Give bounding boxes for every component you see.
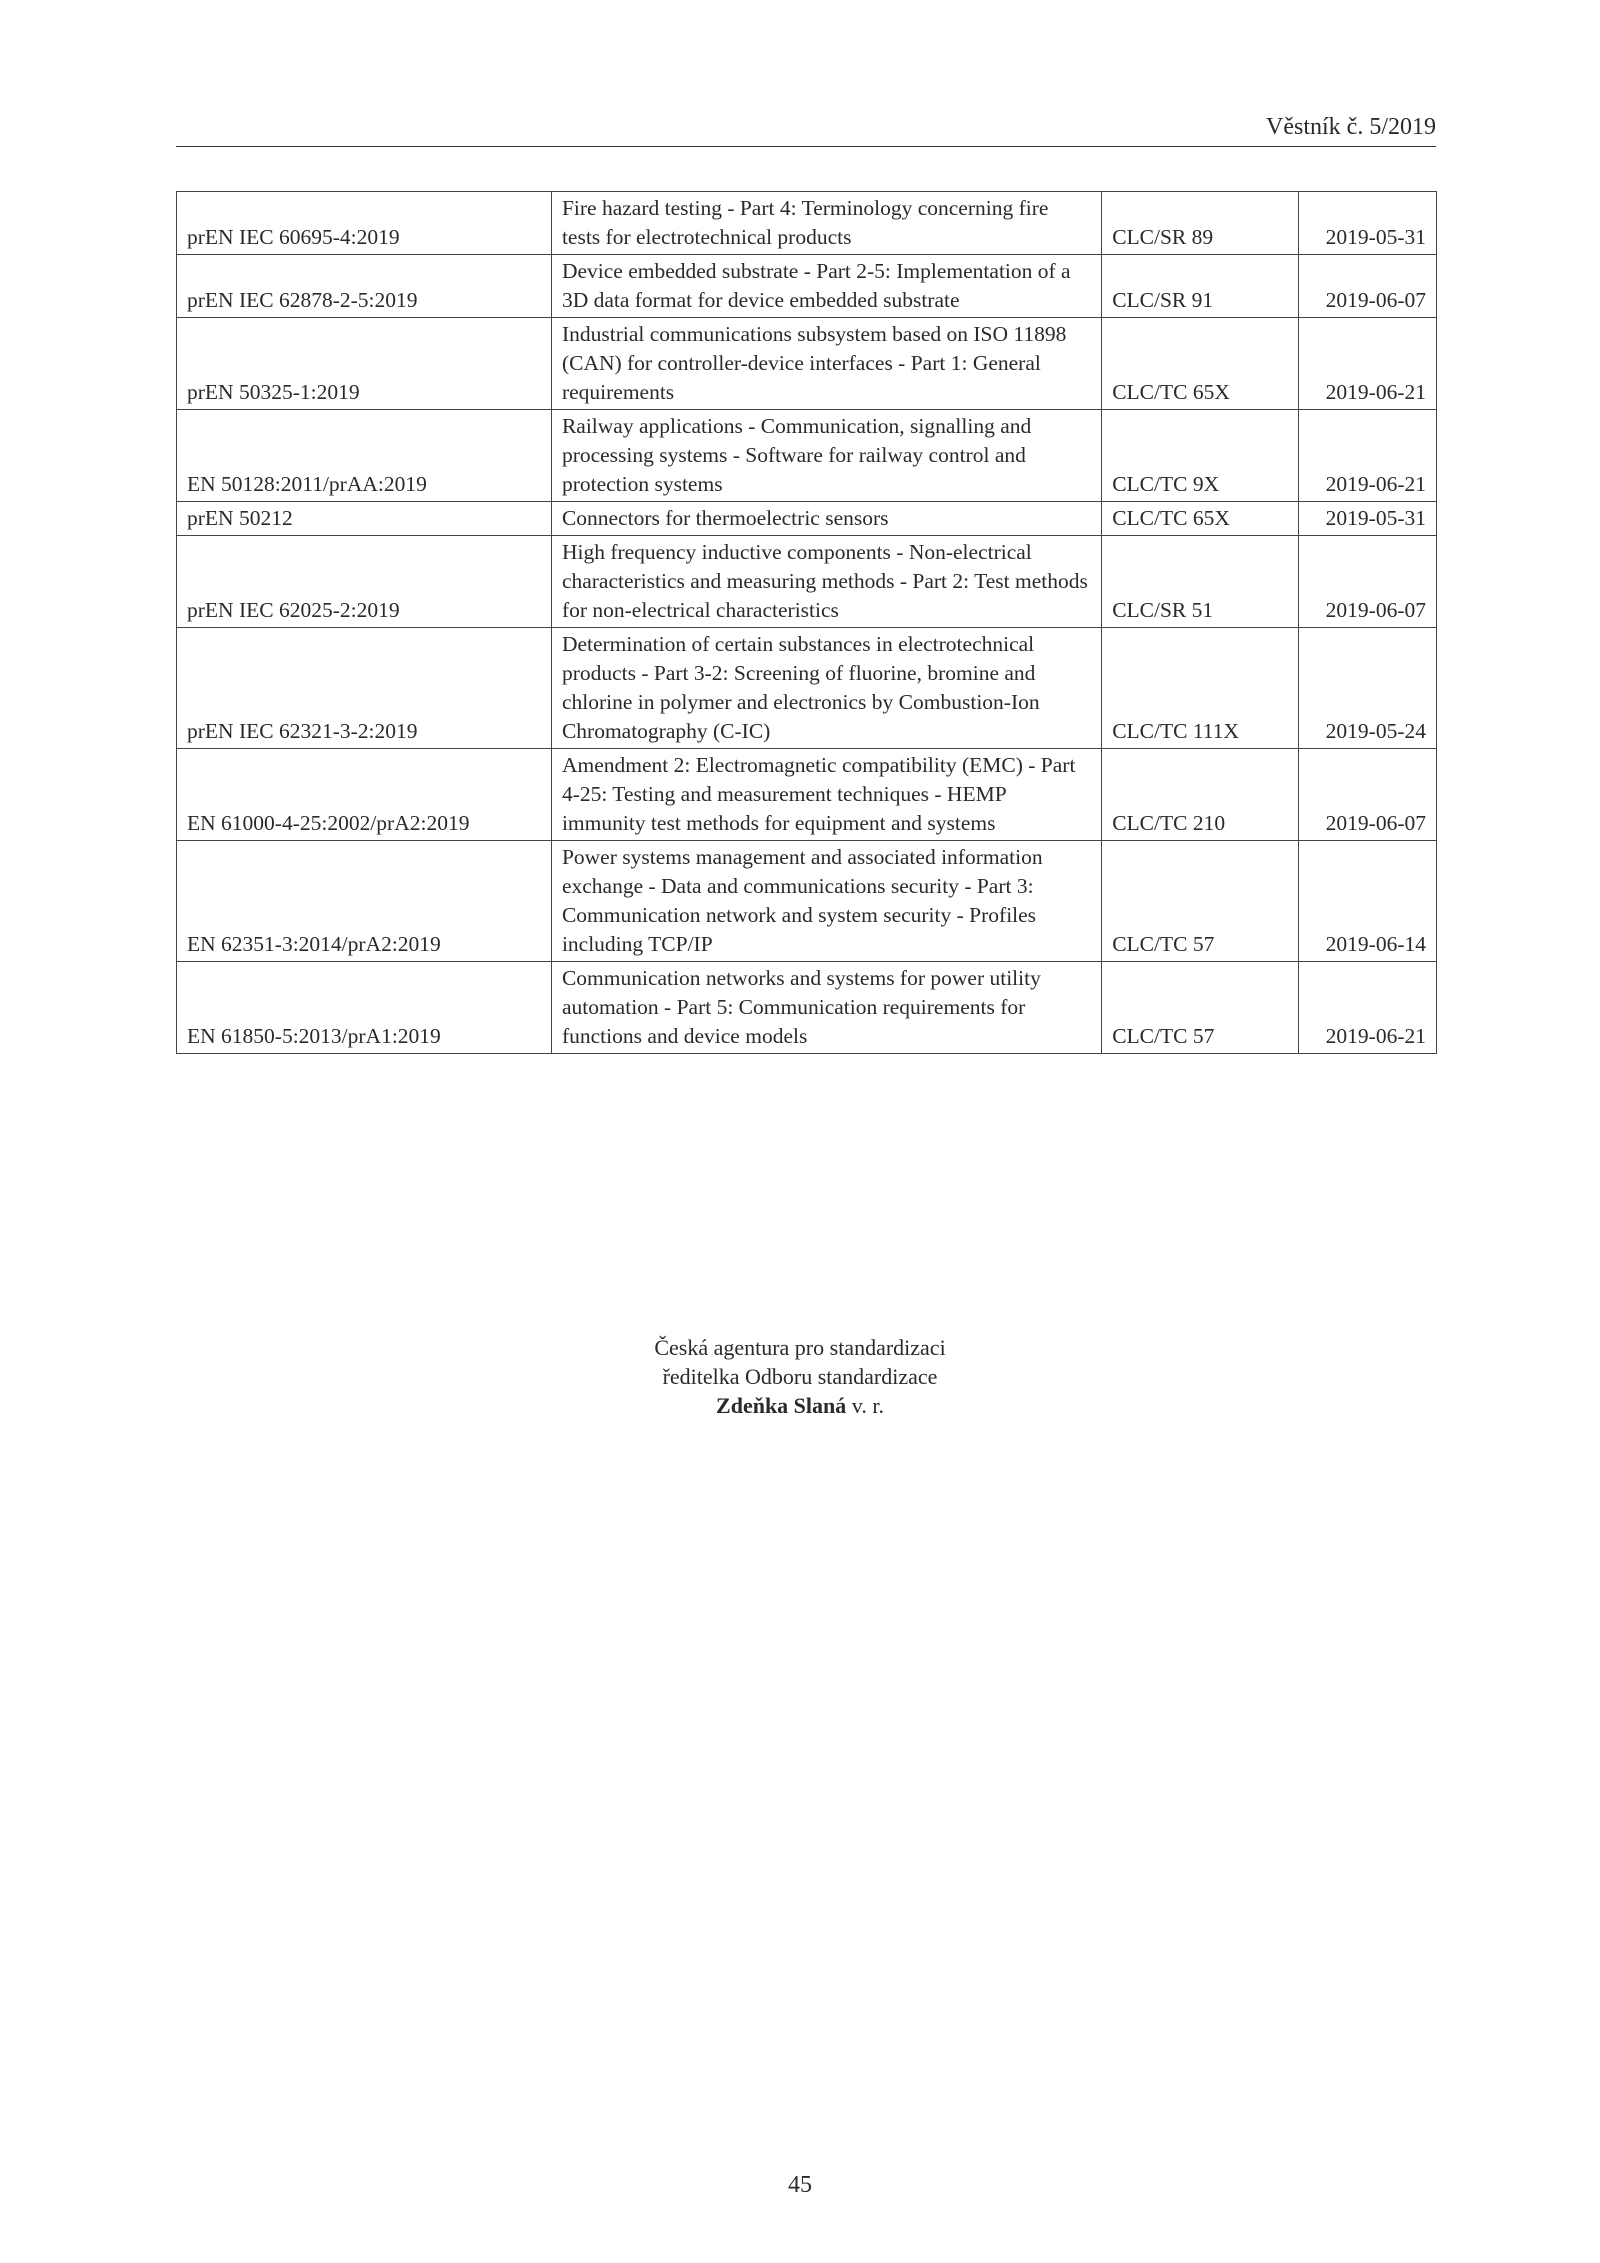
deadline-date: 2019-05-31: [1299, 192, 1437, 255]
standard-id: prEN IEC 62321-3-2:2019: [177, 628, 552, 749]
standard-title: Railway applications - Communication, signalling and processing systems - Software for railway control and protection systems: [551, 410, 1101, 502]
technical-committee: CLC/TC 111X: [1102, 628, 1299, 749]
standard-id: prEN 50212: [177, 502, 552, 536]
standard-id: prEN IEC 60695-4:2019: [177, 192, 552, 255]
standards-table-body: [177, 192, 1437, 1054]
page-number: 45: [788, 2172, 812, 2198]
deadline-date: 2019-06-07: [1299, 255, 1437, 318]
deadline-date: 2019-05-31: [1299, 502, 1437, 536]
deadline-date: 2019-06-07: [1299, 536, 1437, 628]
standard-id: EN 61850-5:2013/prA1:2019: [177, 962, 552, 1054]
table-row: [177, 410, 1437, 502]
standards-table: [176, 191, 1437, 1054]
standard-title: Connectors for thermoelectric sensors: [551, 502, 1101, 536]
technical-committee: CLC/SR 89: [1102, 192, 1299, 255]
table-row: [177, 749, 1437, 841]
standard-title: High frequency inductive components - Non-electrical characteristics and measuring methods - Part 2: Test methods for non-electrical characteristics: [551, 536, 1101, 628]
table-row: [177, 841, 1437, 962]
table-row: [177, 628, 1437, 749]
page-header: [176, 112, 1436, 147]
deadline-date: 2019-05-24: [1299, 628, 1437, 749]
table-row: [177, 536, 1437, 628]
table-row: [177, 962, 1437, 1054]
technical-committee: CLC/SR 91: [1102, 255, 1299, 318]
standard-id: EN 61000-4-25:2002/prA2:2019: [177, 749, 552, 841]
standard-id: prEN IEC 62025-2:2019: [177, 536, 552, 628]
signature-block: [0, 1333, 1600, 1420]
deadline-date: 2019-06-07: [1299, 749, 1437, 841]
standard-title: Communication networks and systems for power utility automation - Part 5: Communication requirements for functions and device models: [551, 962, 1101, 1054]
standard-title: Determination of certain substances in electrotechnical products - Part 3-2: Screening of fluorine, bromine and chlorine in polymer and electronics by Combustion-Ion Chromatography (C-IC): [551, 628, 1101, 749]
agency-name: Česká agentura pro standardizaci: [654, 1335, 946, 1360]
technical-committee: CLC/TC 57: [1102, 962, 1299, 1054]
deadline-date: 2019-06-21: [1299, 410, 1437, 502]
deadline-date: 2019-06-14: [1299, 841, 1437, 962]
standard-id: EN 50128:2011/prAA:2019: [177, 410, 552, 502]
standard-id: prEN 50325-1:2019: [177, 318, 552, 410]
technical-committee: CLC/TC 57: [1102, 841, 1299, 962]
deadline-date: 2019-06-21: [1299, 318, 1437, 410]
table-row: [177, 192, 1437, 255]
table-row: [177, 255, 1437, 318]
signatory-name: Zdeňka Slaná: [716, 1393, 847, 1418]
table-row: [177, 502, 1437, 536]
signatory-line: [0, 1391, 1600, 1420]
signature-suffix: v. r.: [846, 1393, 884, 1418]
standard-title: Power systems management and associated information exchange - Data and communications security - Part 3: Communication network and system security - Profiles including TCP/IP: [551, 841, 1101, 962]
standard-title: Device embedded substrate - Part 2-5: Implementation of a 3D data format for device embedded substrate: [551, 255, 1101, 318]
standard-id: EN 62351-3:2014/prA2:2019: [177, 841, 552, 962]
standard-title: Fire hazard testing - Part 4: Terminology concerning fire tests for electrotechnical products: [551, 192, 1101, 255]
deadline-date: 2019-06-21: [1299, 962, 1437, 1054]
bulletin-title: Věstník č. 5/2019: [1266, 114, 1436, 140]
technical-committee: CLC/TC 65X: [1102, 318, 1299, 410]
technical-committee: CLC/TC 65X: [1102, 502, 1299, 536]
technical-committee: CLC/TC 210: [1102, 749, 1299, 841]
standard-title: Amendment 2: Electromagnetic compatibility (EMC) - Part 4-25: Testing and measurement techniques - HEMP immunity test methods for equipment and systems: [551, 749, 1101, 841]
table-row: [177, 318, 1437, 410]
technical-committee: CLC/SR 51: [1102, 536, 1299, 628]
standard-id: prEN IEC 62878-2-5:2019: [177, 255, 552, 318]
signatory-position: ředitelka Odboru standardizace: [662, 1364, 938, 1389]
standard-title: Industrial communications subsystem based on ISO 11898 (CAN) for controller-device interfaces - Part 1: General requirements: [551, 318, 1101, 410]
technical-committee: CLC/TC 9X: [1102, 410, 1299, 502]
